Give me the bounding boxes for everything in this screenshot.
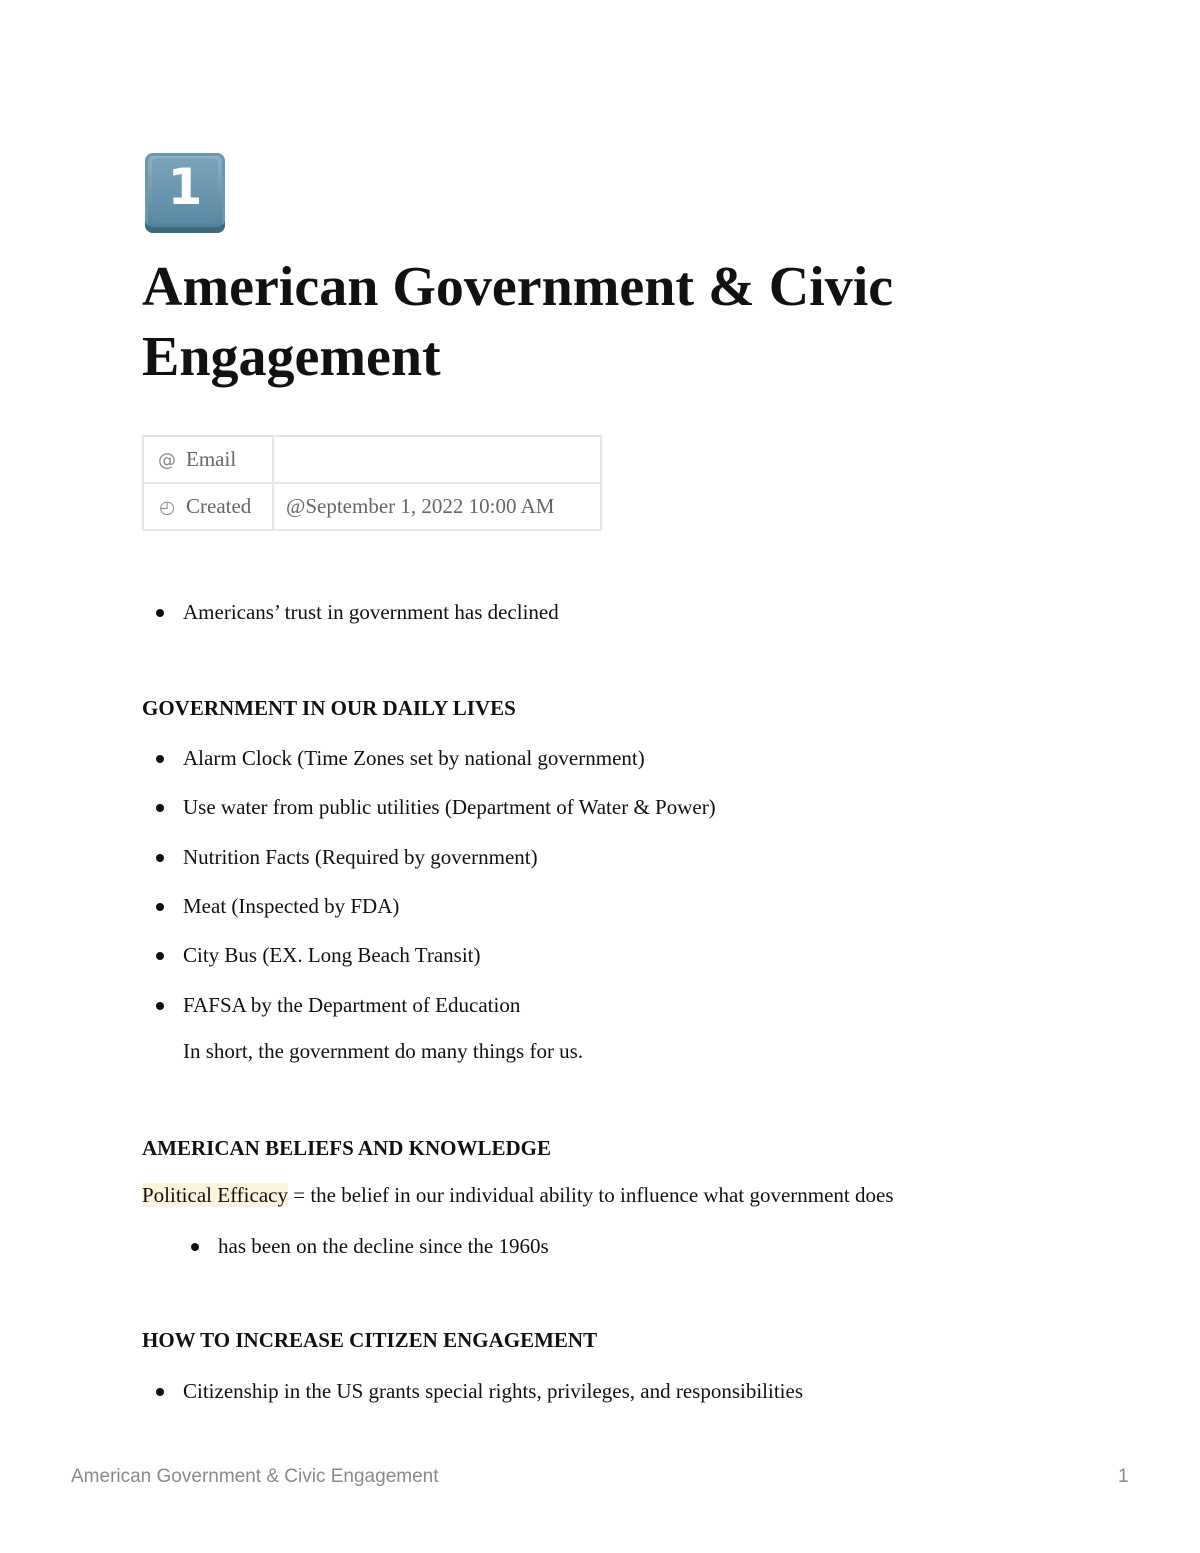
property-name-created [143, 483, 273, 530]
section-heading-beliefs: AMERICAN BELIEFS AND KNOWLEDGE [142, 1136, 551, 1160]
property-row-email [143, 436, 601, 483]
definition-text: = the belief in our individual ability to influence what government does [287, 1183, 894, 1207]
page-title: American Government & Civic Engagement [142, 256, 894, 388]
nested-list-item: has been on the decline since the 1960s [177, 1232, 549, 1260]
at-sign-icon: @ [158, 450, 176, 471]
highlighted-term: Political Efficacy [142, 1183, 288, 1207]
property-value-created: @September 1, 2022 10:00 AM [273, 483, 601, 530]
footer-title: American Government & Civic Engagement [71, 1466, 439, 1487]
clock-icon: ◴ [159, 497, 175, 518]
list-item-continuation: In short, the government do many things for us. [183, 1039, 584, 1063]
list-item: Meat (Inspected by FDA) [142, 892, 399, 920]
property-label: Created [186, 494, 252, 518]
list-item: Alarm Clock (Time Zones set by national government) [142, 744, 645, 772]
list-item: City Bus (EX. Long Beach Transit) [142, 941, 481, 969]
keycap-digit-one-icon [145, 153, 225, 233]
list-item: Nutrition Facts (Required by government) [142, 843, 538, 871]
list-item: FAFSA by the Department of Education [142, 991, 520, 1019]
property-value-email[interactable] [273, 436, 601, 483]
section-heading-daily-lives: GOVERNMENT IN OUR DAILY LIVES [142, 696, 516, 720]
property-name-email [143, 436, 273, 483]
list-item: Citizenship in the US grants special rights, privileges, and responsibilities [142, 1377, 803, 1405]
list-item: Use water from public utilities (Department of Water & Power) [142, 793, 716, 821]
keycap-digit: 1 [167, 158, 203, 216]
property-label: Email [186, 447, 237, 471]
property-row-created [143, 483, 601, 530]
section-heading-engagement: HOW TO INCREASE CITIZEN ENGAGEMENT [142, 1328, 598, 1352]
list-item: Americans’ trust in government has declined [142, 598, 559, 626]
definition-paragraph [142, 1181, 894, 1209]
footer-page-number: 1 [1118, 1466, 1129, 1487]
properties-table [142, 435, 602, 531]
